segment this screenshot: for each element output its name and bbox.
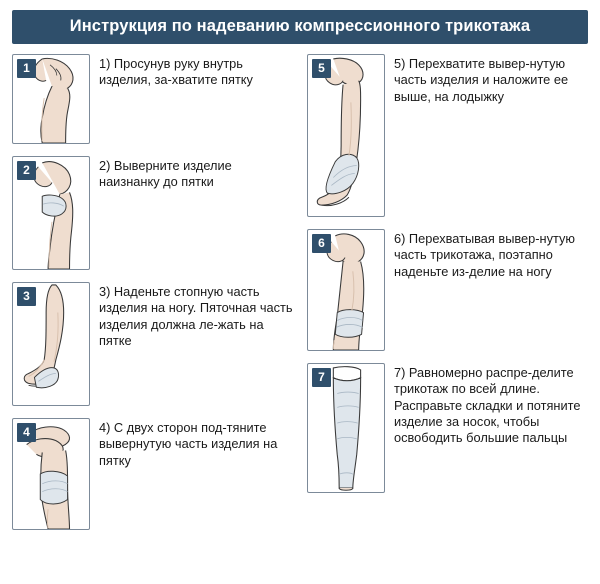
figure-finished-stocking <box>307 363 385 493</box>
right-column <box>307 54 588 505</box>
step-text: 2) Выверните изделие наизнанку до пятки <box>99 158 232 190</box>
step-item <box>12 156 293 270</box>
step-text: 4) С двух сторон под-тяните вывернутую часть изделия на пятку <box>99 420 278 468</box>
step-item <box>12 54 293 144</box>
figure-pulling-over-heel <box>12 418 90 530</box>
illustration <box>308 55 384 216</box>
step-number-badge: 6 <box>312 234 331 253</box>
step-text: 3) Наденьте стопную часть изделия на ногу. Пяточная часть изделия должна ле-жать на пятке <box>99 284 293 348</box>
step-number-badge: 2 <box>17 161 36 180</box>
step-number-badge: 3 <box>17 287 36 306</box>
step-number-badge: 7 <box>312 368 331 387</box>
page-title: Инструкция по надеванию компрессионного трикотажа <box>12 10 588 44</box>
step-text: 7) Равномерно распре-делите трикотаж по всей длине. Расправьте складки и потяните изделие за носок, чтобы освободить большие пальцы <box>394 365 581 445</box>
step-number-badge: 5 <box>312 59 331 78</box>
figure-stepwise-pull-up <box>307 229 385 351</box>
step-item <box>12 282 293 406</box>
step-item <box>12 418 293 530</box>
step-number-badge: 4 <box>17 423 36 442</box>
step-number-badge: 1 <box>17 59 36 78</box>
figure-shifting-up-to-ankle <box>307 54 385 217</box>
steps-columns <box>12 54 588 542</box>
step-text: 1) Просунув руку внутрь изделия, за-хватите пятку <box>99 56 253 88</box>
figure-foot-part-on-leg <box>12 282 90 406</box>
figure-arm-inside-stocking <box>12 54 90 144</box>
figure-turning-inside-out <box>12 156 90 270</box>
step-item <box>307 363 588 493</box>
step-text: 6) Перехватывая вывер-нутую часть трикотажа, поэтапно наденьте из-делие на ногу <box>394 231 576 279</box>
step-item <box>307 54 588 217</box>
step-text: 5) Перехватите вывер-нутую часть изделия и наложите ее выше, на лодыжку <box>394 56 569 104</box>
step-item <box>307 229 588 351</box>
left-column <box>12 54 293 542</box>
